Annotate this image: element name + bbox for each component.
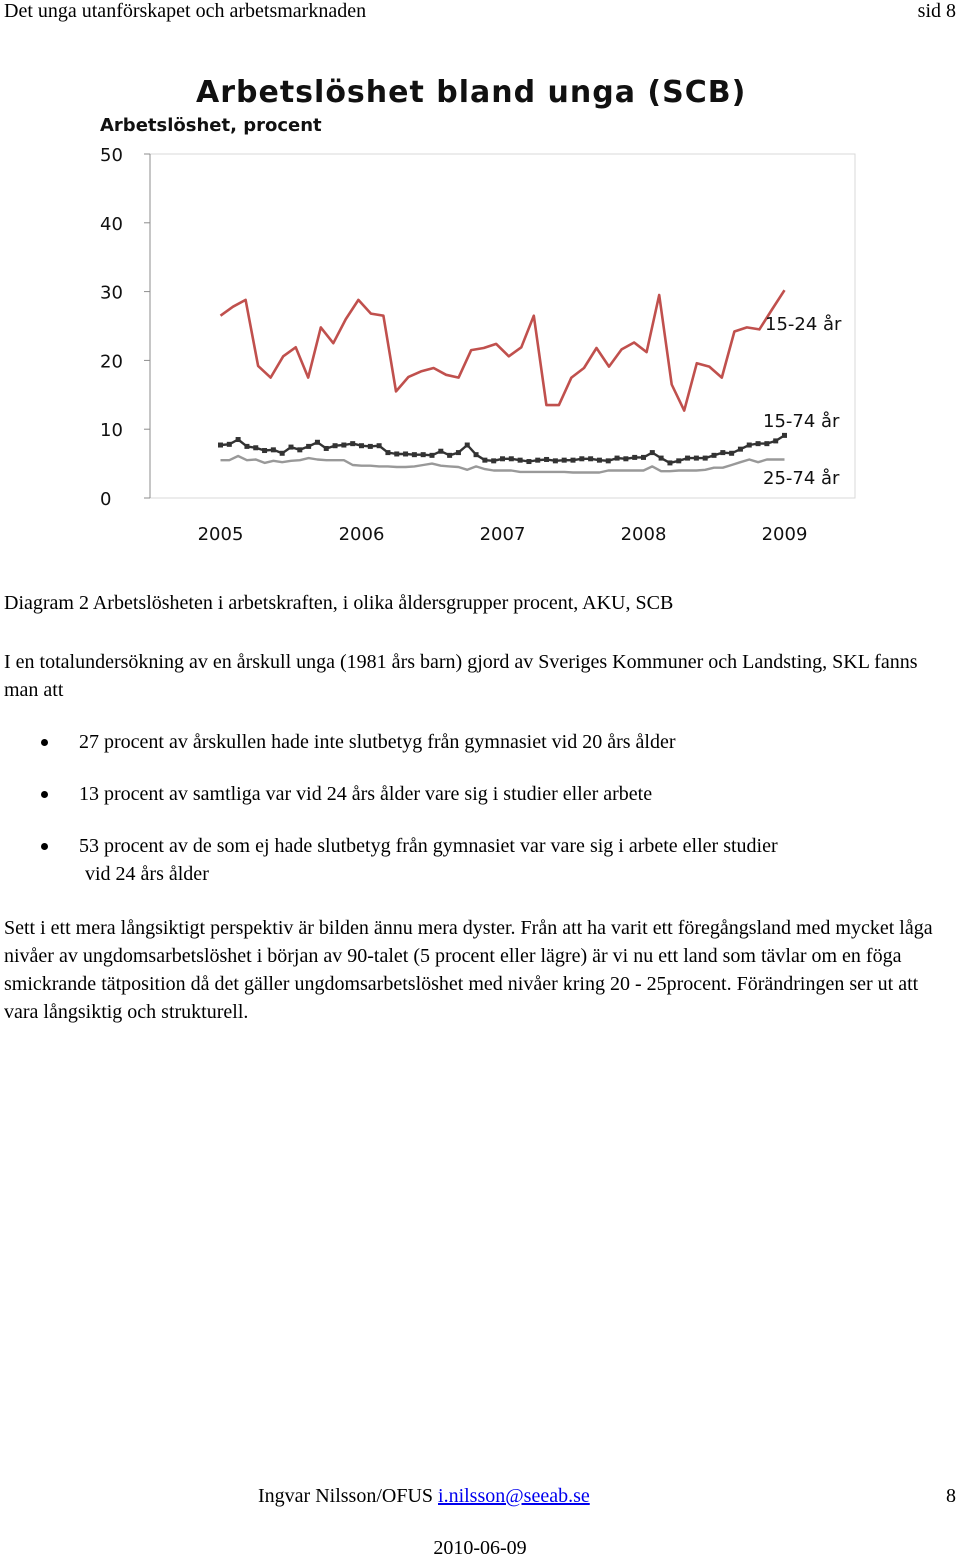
series-point xyxy=(465,443,470,448)
list-item xyxy=(0,780,950,808)
series-point xyxy=(712,453,717,458)
series-point xyxy=(588,456,593,461)
list-item xyxy=(0,728,950,756)
chart-title: Arbetslöshet bland unga (SCB) xyxy=(196,75,747,110)
series-point xyxy=(729,451,734,456)
series-point xyxy=(667,460,672,465)
series-point xyxy=(676,458,681,463)
series-point xyxy=(606,458,611,463)
series-point xyxy=(227,442,232,447)
series-label: 15-74 år xyxy=(763,411,840,432)
series-label: 15-24 år xyxy=(765,314,842,335)
series-point xyxy=(236,437,241,442)
series-label: 25-74 år xyxy=(763,468,840,489)
series-point xyxy=(377,443,382,448)
y-tick-label: 50 xyxy=(100,145,123,166)
series-point xyxy=(289,445,294,450)
list-item-text: 53 procent av de som ej hade slutbetyg från gymnasiet var vare sig i arbete eller studier xyxy=(79,835,778,857)
series-point xyxy=(738,447,743,452)
series-point xyxy=(350,441,355,446)
series-point xyxy=(333,443,338,448)
series-point xyxy=(544,457,549,462)
series-point xyxy=(253,445,258,450)
footer-page-number: 8 xyxy=(946,1485,956,1507)
series-point xyxy=(341,443,346,448)
series-point xyxy=(218,443,223,448)
series-point xyxy=(271,447,276,452)
body-paragraph: Sett i ett mera långsiktigt perspektiv är bilden ännu mera dyster. Från att ha varit ett föregångsland med mycket låga nivåer av ungdomsarbetslöshet i början av 90-talet (5 procent eller lägre) är vi nu ett land som tävlar om en föga smickrande tätposition då det gäller ungdomsarbetslöshet med nivåer kring 20 - 25procent. Förändringen ser ut att vara långsiktig och strukturell. xyxy=(4,917,933,1023)
footer-date: 2010-06-09 xyxy=(433,1537,527,1559)
series-point xyxy=(685,456,690,461)
series-point xyxy=(491,458,496,463)
plot-area xyxy=(100,145,855,545)
series-line xyxy=(221,290,785,410)
series-point xyxy=(571,458,576,463)
footer-email-link[interactable]: i.nilsson@seeab.se xyxy=(438,1485,590,1507)
list-item-text: 13 procent av samtliga var vid 24 års ålder vare sig i studier eller arbete xyxy=(79,783,653,805)
series-point xyxy=(403,451,408,456)
chart-caption: Diagram 2 Arbetslösheten i arbetskraften, i olika åldersgrupper procent, AKU, SCB xyxy=(4,592,674,614)
series-point xyxy=(553,458,558,463)
list-item-text-continued: vid 24 års ålder xyxy=(85,863,209,885)
unemployment-chart xyxy=(90,68,870,558)
x-tick-label: 2009 xyxy=(761,524,808,545)
series-point xyxy=(756,441,761,446)
series-point xyxy=(324,446,329,451)
header-page-number: sid 8 xyxy=(917,0,956,22)
series-point xyxy=(615,456,620,461)
series-point xyxy=(482,458,487,463)
y-tick-label: 30 xyxy=(100,282,123,304)
series-point xyxy=(562,458,567,463)
series-point xyxy=(764,441,769,446)
series-point xyxy=(782,433,787,438)
y-tick-label: 20 xyxy=(100,351,123,373)
series-point xyxy=(747,443,752,448)
series-point xyxy=(597,458,602,463)
series-point xyxy=(535,458,540,463)
page-footer xyxy=(258,1481,590,1511)
series-point xyxy=(694,456,699,461)
series-point xyxy=(297,447,302,452)
series-point xyxy=(500,456,505,461)
bullet-icon xyxy=(41,739,48,746)
x-tick-label: 2007 xyxy=(479,524,526,545)
y-tick-label: 10 xyxy=(100,420,123,442)
series-point xyxy=(703,456,708,461)
series-point xyxy=(518,458,523,463)
series-point xyxy=(659,456,664,461)
bullet-icon xyxy=(41,843,48,850)
list-item xyxy=(0,832,950,888)
chart-svg xyxy=(90,68,870,558)
series-point xyxy=(315,440,320,445)
series-point xyxy=(394,451,399,456)
series-point xyxy=(509,456,514,461)
y-tick-label: 40 xyxy=(100,213,123,235)
series-point xyxy=(368,444,373,449)
series-point xyxy=(262,448,267,453)
x-tick-label: 2006 xyxy=(338,524,385,545)
footer-author: Ingvar Nilsson/OFUS xyxy=(258,1485,434,1507)
series-point xyxy=(306,444,311,449)
x-tick-label: 2005 xyxy=(197,524,244,545)
series-point xyxy=(773,438,778,443)
series-point xyxy=(385,450,390,455)
series-point xyxy=(456,450,461,455)
series-point xyxy=(359,443,364,448)
bullet-icon xyxy=(41,791,48,798)
x-tick-label: 2008 xyxy=(620,524,667,545)
series-point xyxy=(412,452,417,457)
series-point xyxy=(650,450,655,455)
y-tick-label: 0 xyxy=(100,489,112,510)
document-title: Det unga utanförskapet och arbetsmarknaden xyxy=(4,0,367,22)
chart-ylabel: Arbetslöshet, procent xyxy=(100,115,322,136)
series-point xyxy=(641,455,646,460)
page-header xyxy=(4,0,956,22)
series-point xyxy=(421,452,426,457)
series-point xyxy=(280,451,285,456)
series-point xyxy=(632,455,637,460)
series-point xyxy=(244,444,249,449)
series-point xyxy=(447,453,452,458)
series-point xyxy=(579,456,584,461)
series-point xyxy=(720,450,725,455)
list-item-text: 27 procent av årskullen hade inte slutbetyg från gymnasiet vid 20 års ålder xyxy=(79,731,676,753)
intro-paragraph: I en totalundersökning av en årskull unga (1981 års barn) gjord av Sveriges Kommuner och Landsting, SKL fanns man att xyxy=(4,651,918,701)
series-point xyxy=(474,452,479,457)
findings-list xyxy=(0,728,950,912)
series-point xyxy=(438,449,443,454)
series-point xyxy=(623,456,628,461)
series-point xyxy=(526,459,531,464)
series-point xyxy=(430,453,435,458)
